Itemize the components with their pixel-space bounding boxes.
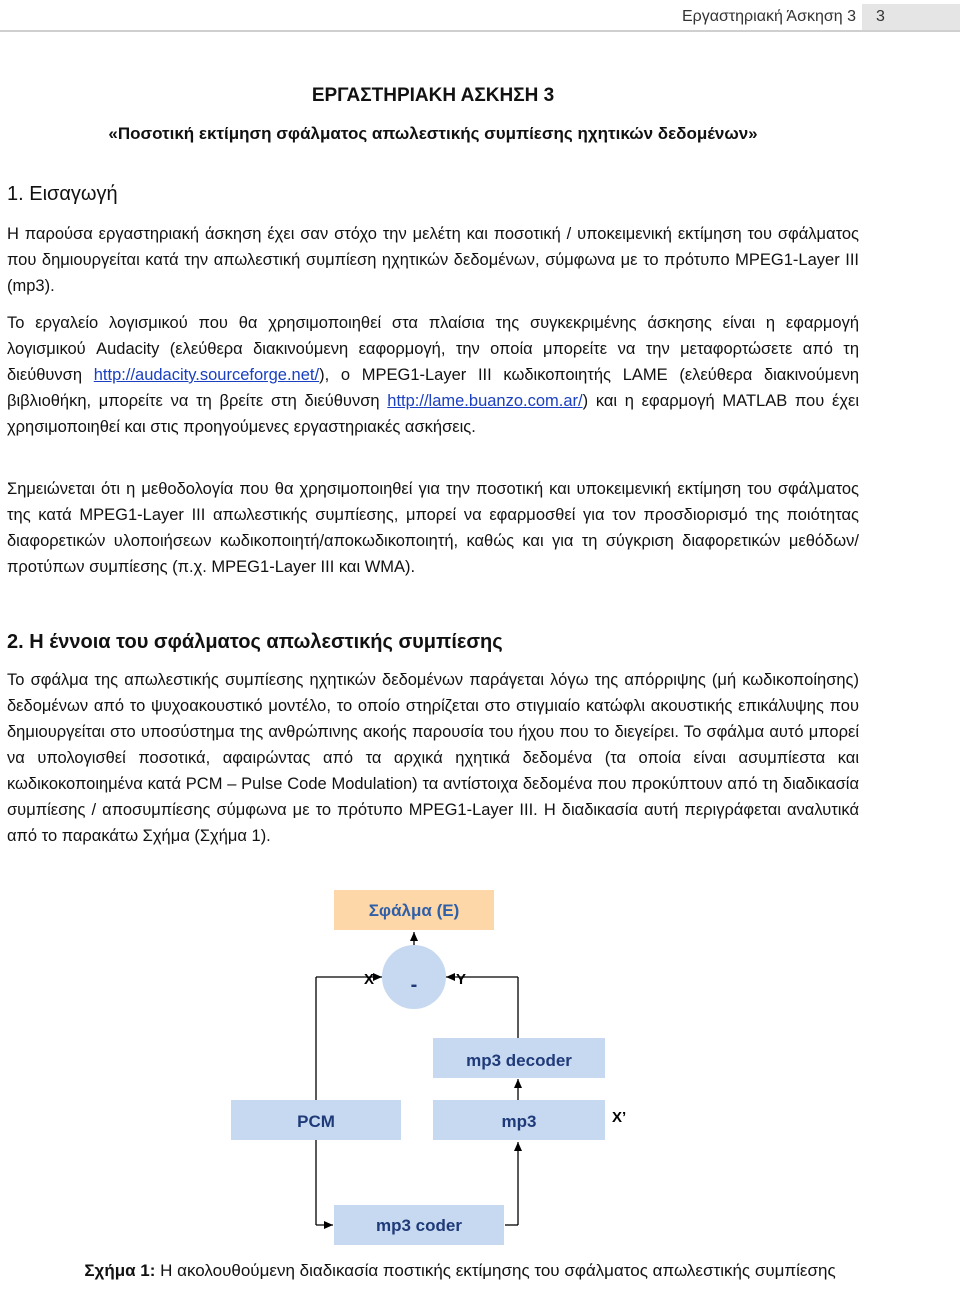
x-prime-label: X’ [612, 1109, 627, 1126]
figure-1-diagram [0, 880, 960, 1260]
section-1-paragraph-2 [7, 310, 859, 440]
header-divider [0, 30, 960, 32]
x-input-label: X [363, 971, 375, 988]
pcm-label: PCM [297, 1112, 335, 1131]
page-number: 3 [862, 4, 960, 30]
caption-text: Η ακολουθούμενη διαδικασία ποστικής εκτίμησης του σφάλματος απωλεστικής συμπίεσης [155, 1261, 836, 1280]
paragraph-text: Το εργαλείο λογισμικού που θα χρησιμοποιηθεί στα πλαίσια της συγκεκριμένης άσκησης είναι η εφαρμογή λογισμικού Audacity (ελεύθερα διακινούμενη εαφορμογή, την οποία μπορείτε να την μεταφορτώσετε από τη διεύθυνση [7, 314, 859, 384]
figure-caption [30, 1258, 890, 1283]
subtractor-minus-label: - [410, 974, 418, 996]
section-1-heading: 1. Εισαγωγή [7, 183, 118, 205]
audacity-link[interactable]: http://audacity.sourceforge.net/ [93, 366, 320, 384]
error-label: Σφάλμα (E) [368, 901, 460, 920]
document-subtitle: «Ποσοτική εκτίμηση σφάλματος απωλεστικής συμπίεσης ηχητικών δεδομένων» [108, 124, 758, 143]
section-2-paragraph-1: Το σφάλμα της απωλεστικής συμπίεσης ηχητικών δεδομένων παράγεται λόγω της απόρριψης (μή κωδικοποίησης) δεδομένων από το ψυχοακουστικό μοντέλο, το οποίο στηρίζεται στο στιγμιαίο κατώφλι ακουστικής επικάλυψης που δημιουργείται στο υποσύστημα της ανθρώπινης ακοής παρουσία του ήχου που το διεγείρει. Το σφάλμα αυτό μπορεί να υπολογισθεί ποσοτικά, αφαιρώντας από τα αρχικά ηχητικά δεδομένα (τα οποία είναι ασυμπίεστα και κωδικοκοποιημένα κατά PCM – Pulse Code Modulation) τα αντίστοιχα δεδομένα που προκύπτουν από τη διαδικασία συμπίεσης / αποσυμπίεσης σύμφωνα με το πρότυπο MPEG1-Layer III. Η διαδικασία αυτή περιγράφεται αναλυτικά από το παρακάτω Σχήμα (Σχήμα 1). [7, 671, 859, 845]
y-input-label: Y [455, 971, 467, 988]
running-header-title: Εργαστηριακή Άσκηση 3 [681, 8, 856, 25]
document-title: ΕΡΓΑΣΤΗΡΙΑΚΗ ΑΣΚΗΣΗ 3 [311, 85, 555, 106]
caption-label: Σχήμα 1: [84, 1261, 156, 1280]
section-2-heading: 2. Η έννοια του σφάλματος απωλεστικής συμπίεσης [7, 631, 503, 653]
mp3-label: mp3 [501, 1112, 537, 1131]
mp3-coder-label: mp3 coder [376, 1216, 462, 1235]
paragraph-text: ), ο MPEG1-Layer III κωδικοποιητής LAME (ελεύθερα διακινούμενη βιβλιοθήκη, μπορείτε να τη βρείτε στη διεύθυνση [7, 366, 860, 410]
lame-link[interactable]: http://lame.buanzo.com.ar/ [387, 392, 583, 410]
paragraph-text: ) και η εφαρμογή MATLAB που έχει χρησιμοποιηθεί και στις προηγούμενες εργαστηριακές ασκήσεις. [7, 392, 859, 436]
section-1-paragraph-3: Σημειώνεται ότι η μεθοδολογία που θα χρησιμοποιηθεί για την ποσοτική και υποκειμενική εκτίμηση του σφάλματος της κατά MPEG1-Layer III απωλεστικής συμπίεσης, μπορεί να εφαρμοσθεί για τον προσδιορισμό της ποιότητας διαφορετικών υλοποιήσεων κωδικοποιητή/αποκωδικοποιητή, καθώς και για τη σύγκριση διαφορετικών μεθόδων/προτύπων συμπίεσης (π.χ. MPEG1-Layer III και WMA). [7, 480, 859, 576]
section-1-paragraph-1: Η παρούσα εργαστηριακή άσκηση έχει σαν στόχο την μελέτη και ποσοτική / υποκειμενική εκτίμηση του σφάλματος που δημιουργείται κατά την απωλεστική συμπίεση ηχητικών δεδομένων, σύμφωνα με το πρότυπο MPEG1-Layer III (mp3). [7, 225, 859, 295]
mp3-decoder-label: mp3 decoder [466, 1051, 572, 1070]
